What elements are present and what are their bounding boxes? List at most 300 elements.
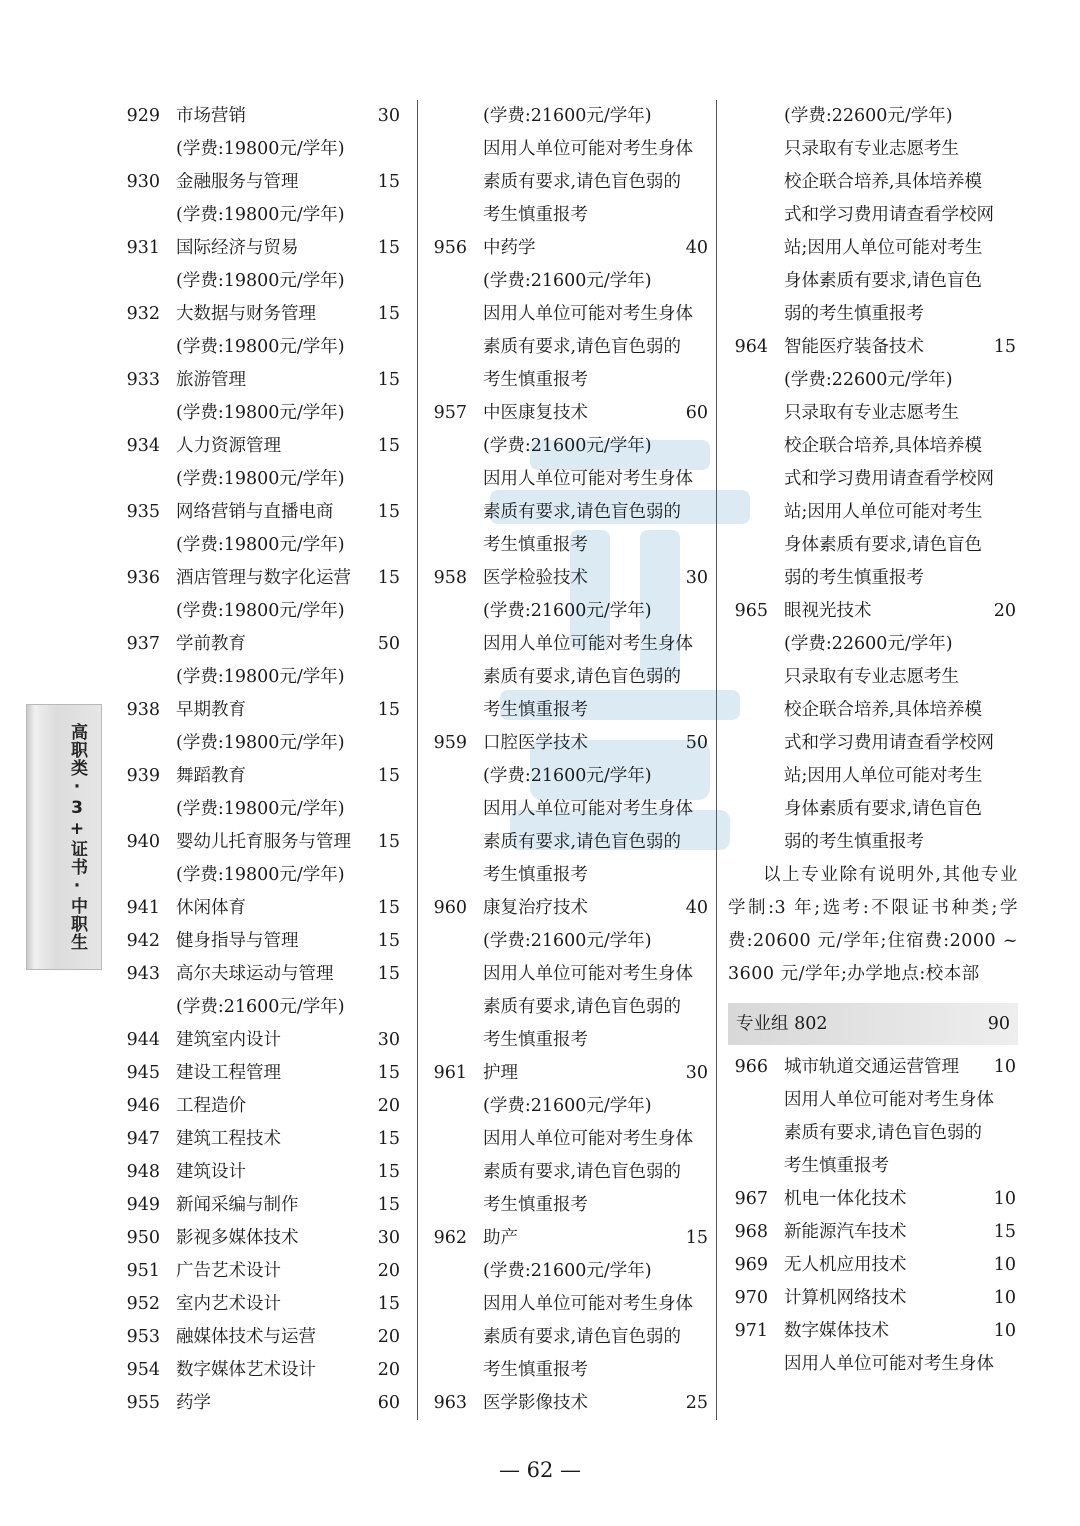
- major-name: 康复治疗技术: [483, 898, 588, 918]
- major-code: 944: [126, 1030, 160, 1050]
- major-note-text: 因用人单位可能对考生身体: [784, 1354, 994, 1374]
- major-plan-count: 15: [377, 502, 400, 522]
- major-plan-count: 15: [377, 436, 400, 456]
- major-note-text: 因用人单位可能对考生身体: [483, 304, 693, 324]
- major-plan-count: 15: [377, 931, 400, 951]
- major-name: 市场营销: [176, 106, 246, 126]
- major-plan-count: 10: [993, 1321, 1016, 1341]
- major-note-text: (学费:19800元/学年): [176, 865, 345, 885]
- major-note-text: 式和学习费用请查看学校网: [784, 205, 994, 225]
- major-name: 国际经济与贸易: [176, 238, 299, 258]
- major-note-text: 考生慎重报考: [784, 1156, 889, 1176]
- side-tab-label: 高职类·3+证书·中职生: [67, 723, 87, 951]
- major-name: 护理: [483, 1063, 518, 1083]
- column-1: [120, 100, 402, 1420]
- major-note-text: (学费:21600元/学年): [483, 931, 652, 951]
- major-code: 936: [126, 568, 160, 588]
- major-row: [728, 1183, 1018, 1216]
- major-plan-count: 15: [993, 337, 1016, 357]
- major-code: 968: [734, 1222, 768, 1242]
- major-note-text: 站;因用人单位可能对考生: [784, 766, 983, 786]
- major-row: [120, 298, 402, 331]
- major-code: 970: [734, 1288, 768, 1308]
- major-note-text: (学费:19800元/学年): [176, 733, 345, 753]
- major-note-text: 素质有要求,请色盲色弱的: [784, 1123, 983, 1143]
- major-name: 建筑工程技术: [176, 1129, 281, 1149]
- major-note-text: (学费:22600元/学年): [784, 634, 953, 654]
- major-row: [427, 562, 710, 595]
- major-note-text: 素质有要求,请色盲色弱的: [483, 502, 682, 522]
- major-note-line: [120, 133, 402, 166]
- major-note-text: 只录取有专业志愿考生: [784, 139, 959, 159]
- major-note-text: (学费:19800元/学年): [176, 271, 345, 291]
- major-plan-count: 15: [993, 1222, 1016, 1242]
- major-plan-count: 15: [377, 1195, 400, 1215]
- major-note-text: 因用人单位可能对考生身体: [483, 1294, 693, 1314]
- major-note-text: 素质有要求,请色盲色弱的: [483, 667, 682, 687]
- major-code: 929: [126, 106, 160, 126]
- major-note-line: [427, 826, 710, 859]
- major-plan-count: 50: [377, 634, 400, 654]
- major-note-text: 站;因用人单位可能对考生: [784, 502, 983, 522]
- major-plan-count: 15: [377, 832, 400, 852]
- major-note-line: [728, 628, 1018, 661]
- major-list: [728, 1051, 1018, 1381]
- major-plan-count: 30: [377, 1228, 400, 1248]
- major-note-text: 考生慎重报考: [483, 1030, 588, 1050]
- major-note-line: [728, 463, 1018, 496]
- major-row: [427, 1387, 710, 1420]
- major-note-text: (学费:19800元/学年): [176, 667, 345, 687]
- major-note-text: 考生慎重报考: [483, 1195, 588, 1215]
- column-3: [728, 100, 1018, 1381]
- major-row: [427, 232, 710, 265]
- major-note-line: [120, 397, 402, 430]
- major-name: 无人机应用技术: [784, 1255, 907, 1275]
- major-row: [728, 1282, 1018, 1315]
- major-row: [120, 1156, 402, 1189]
- major-note-line: [120, 661, 402, 694]
- major-row: [728, 331, 1018, 364]
- major-note-text: 站;因用人单位可能对考生: [784, 238, 983, 258]
- column-divider: [716, 100, 717, 1420]
- major-plan-count: 15: [377, 964, 400, 984]
- major-note-text: 素质有要求,请色盲色弱的: [483, 172, 682, 192]
- major-note-text: (学费:19800元/学年): [176, 535, 345, 555]
- major-row: [728, 1051, 1018, 1084]
- major-name: 工程造价: [176, 1096, 246, 1116]
- major-group-header: [728, 1003, 1018, 1045]
- major-note-text: (学费:21600元/学年): [483, 1096, 652, 1116]
- major-row: [120, 1123, 402, 1156]
- major-note-text: 弱的考生慎重报考: [784, 304, 924, 324]
- major-note-text: 式和学习费用请查看学校网: [784, 733, 994, 753]
- major-plan-count: 15: [377, 568, 400, 588]
- major-name: 城市轨道交通运营管理: [784, 1057, 959, 1077]
- major-note-text: 素质有要求,请色盲色弱的: [483, 997, 682, 1017]
- major-code: 940: [126, 832, 160, 852]
- major-name: 大数据与财务管理: [176, 304, 316, 324]
- major-row: [120, 100, 402, 133]
- major-note-line: [120, 529, 402, 562]
- major-code: 966: [734, 1057, 768, 1077]
- major-note-line: [120, 199, 402, 232]
- major-row: [120, 694, 402, 727]
- major-note-text: 因用人单位可能对考生身体: [483, 1129, 693, 1149]
- major-code: 937: [126, 634, 160, 654]
- major-note-text: 身体素质有要求,请色盲色: [784, 535, 983, 555]
- major-code: 959: [433, 733, 467, 753]
- major-row: [120, 496, 402, 529]
- major-note-text: (学费:21600元/学年): [483, 766, 652, 786]
- major-row: [728, 1315, 1018, 1348]
- major-note-line: [728, 760, 1018, 793]
- major-note-text: (学费:21600元/学年): [176, 997, 345, 1017]
- major-note-line: [427, 595, 710, 628]
- major-code: 954: [126, 1360, 160, 1380]
- major-name: 中药学: [483, 238, 536, 258]
- major-note-line: [728, 298, 1018, 331]
- major-plan-count: 15: [377, 1294, 400, 1314]
- major-list: [728, 100, 1018, 859]
- major-note-line: [728, 364, 1018, 397]
- major-name: 婴幼儿托育服务与管理: [176, 832, 351, 852]
- major-note-line: [427, 1024, 710, 1057]
- major-row: [120, 364, 402, 397]
- major-plan-count: 20: [993, 601, 1016, 621]
- major-code: 942: [126, 931, 160, 951]
- major-plan-count: 15: [377, 1162, 400, 1182]
- major-row: [120, 1387, 402, 1420]
- major-plan-count: 40: [685, 238, 708, 258]
- major-row: [120, 166, 402, 199]
- major-note-line: [728, 265, 1018, 298]
- major-name: 助产: [483, 1228, 518, 1248]
- major-name: 室内艺术设计: [176, 1294, 281, 1314]
- major-note-line: [427, 958, 710, 991]
- major-name: 建筑设计: [176, 1162, 246, 1182]
- major-code: 967: [734, 1189, 768, 1209]
- major-plan-count: 10: [993, 1189, 1016, 1209]
- major-name: 广告艺术设计: [176, 1261, 281, 1281]
- major-code: 952: [126, 1294, 160, 1314]
- major-plan-count: 15: [377, 1063, 400, 1083]
- major-note-text: 考生慎重报考: [483, 205, 588, 225]
- major-note-line: [427, 628, 710, 661]
- major-note-line: [728, 1084, 1018, 1117]
- major-note-line: [728, 793, 1018, 826]
- major-note-line: [427, 1288, 710, 1321]
- major-plan-count: 30: [377, 106, 400, 126]
- major-code: 945: [126, 1063, 160, 1083]
- major-note-text: 素质有要求,请色盲色弱的: [483, 1162, 682, 1182]
- major-row: [728, 595, 1018, 628]
- major-note-text: 因用人单位可能对考生身体: [483, 634, 693, 654]
- major-note-line: [427, 166, 710, 199]
- major-note-line: [728, 562, 1018, 595]
- major-note-text: 校企联合培养,具体培养模: [784, 172, 983, 192]
- major-code: 930: [126, 172, 160, 192]
- major-note-text: 考生慎重报考: [483, 700, 588, 720]
- major-code: 969: [734, 1255, 768, 1275]
- major-row: [120, 1288, 402, 1321]
- major-note-text: (学费:19800元/学年): [176, 601, 345, 621]
- major-plan-count: 10: [993, 1288, 1016, 1308]
- major-note-line: [120, 331, 402, 364]
- major-note-text: 考生慎重报考: [483, 865, 588, 885]
- major-note-text: 考生慎重报考: [483, 535, 588, 555]
- major-name: 旅游管理: [176, 370, 246, 390]
- major-code: 971: [734, 1321, 768, 1341]
- major-note-line: [427, 133, 710, 166]
- major-name: 健身指导与管理: [176, 931, 299, 951]
- major-plan-count: 50: [685, 733, 708, 753]
- major-note-line: [427, 661, 710, 694]
- major-note-text: (学费:21600元/学年): [483, 1261, 652, 1281]
- major-note-line: [728, 529, 1018, 562]
- major-code: 950: [126, 1228, 160, 1248]
- major-code: 935: [126, 502, 160, 522]
- major-note-text: 因用人单位可能对考生身体: [483, 964, 693, 984]
- major-plan-count: 30: [685, 1063, 708, 1083]
- major-name: 建设工程管理: [176, 1063, 281, 1083]
- major-plan-count: 20: [377, 1096, 400, 1116]
- major-code: 961: [433, 1063, 467, 1083]
- major-plan-count: 60: [377, 1393, 400, 1413]
- major-note-text: 考生慎重报考: [483, 370, 588, 390]
- major-name: 休闲体育: [176, 898, 246, 918]
- major-note-text: 弱的考生慎重报考: [784, 832, 924, 852]
- major-plan-count: 25: [685, 1393, 708, 1413]
- major-row: [427, 727, 710, 760]
- major-plan-count: 15: [377, 1129, 400, 1149]
- major-note-line: [427, 1255, 710, 1288]
- major-note-line: [728, 496, 1018, 529]
- major-note-text: 弱的考生慎重报考: [784, 568, 924, 588]
- major-note-text: (学费:21600元/学年): [483, 106, 652, 126]
- major-plan-count: 20: [377, 1360, 400, 1380]
- major-note-line: [728, 661, 1018, 694]
- major-note-line: [427, 529, 710, 562]
- major-name: 机电一体化技术: [784, 1189, 907, 1209]
- major-note-line: [728, 1150, 1018, 1183]
- major-plan-count: 15: [377, 172, 400, 192]
- major-note-text: 因用人单位可能对考生身体: [483, 469, 693, 489]
- major-name: 高尔夫球运动与管理: [176, 964, 334, 984]
- major-name: 计算机网络技术: [784, 1288, 907, 1308]
- major-note-text: 考生慎重报考: [483, 1360, 588, 1380]
- major-name: 新闻采编与制作: [176, 1195, 299, 1215]
- major-code: 949: [126, 1195, 160, 1215]
- side-tab: [26, 704, 102, 970]
- major-name: 口腔医学技术: [483, 733, 588, 753]
- major-name: 医学检验技术: [483, 568, 588, 588]
- major-code: 941: [126, 898, 160, 918]
- major-code: 947: [126, 1129, 160, 1149]
- major-row: [120, 1189, 402, 1222]
- major-note-text: (学费:19800元/学年): [176, 403, 345, 423]
- major-code: 957: [433, 403, 467, 423]
- major-note-line: [728, 1117, 1018, 1150]
- major-row: [427, 892, 710, 925]
- major-note-line: [120, 793, 402, 826]
- major-code: 931: [126, 238, 160, 258]
- major-row: [427, 1222, 710, 1255]
- major-note-line: [728, 694, 1018, 727]
- major-name: 数字媒体艺术设计: [176, 1360, 316, 1380]
- major-note-line: [427, 364, 710, 397]
- major-code: 964: [734, 337, 768, 357]
- major-note-line: [728, 727, 1018, 760]
- major-name: 人力资源管理: [176, 436, 281, 456]
- major-plan-count: 60: [685, 403, 708, 423]
- major-plan-count: 15: [685, 1228, 708, 1248]
- major-note-line: [728, 199, 1018, 232]
- major-note-text: 因用人单位可能对考生身体: [784, 1090, 994, 1110]
- major-code: 962: [433, 1228, 467, 1248]
- major-note-line: [427, 925, 710, 958]
- major-note-line: [427, 1189, 710, 1222]
- major-note-line: [427, 331, 710, 364]
- major-note-line: [728, 397, 1018, 430]
- major-code: 939: [126, 766, 160, 786]
- major-note-line: [120, 463, 402, 496]
- major-note-line: [120, 265, 402, 298]
- major-code: 953: [126, 1327, 160, 1347]
- major-note-text: (学费:21600元/学年): [483, 601, 652, 621]
- major-note-line: [427, 1123, 710, 1156]
- major-name: 融媒体技术与运营: [176, 1327, 316, 1347]
- major-code: 955: [126, 1393, 160, 1413]
- major-note-text: (学费:21600元/学年): [483, 271, 652, 291]
- major-row: [427, 397, 710, 430]
- major-note-text: (学费:19800元/学年): [176, 337, 345, 357]
- major-note-line: [427, 463, 710, 496]
- major-note-line: [427, 1156, 710, 1189]
- major-plan-count: 15: [377, 370, 400, 390]
- major-code: 960: [433, 898, 467, 918]
- major-row: [120, 562, 402, 595]
- major-code: 963: [433, 1393, 467, 1413]
- major-name: 舞蹈教育: [176, 766, 246, 786]
- major-note-text: (学费:19800元/学年): [176, 799, 345, 819]
- major-name: 网络营销与直播电商: [176, 502, 334, 522]
- major-note-line: [427, 1321, 710, 1354]
- major-note-text: (学费:22600元/学年): [784, 370, 953, 390]
- major-name: 建筑室内设计: [176, 1030, 281, 1050]
- major-name: 药学: [176, 1393, 211, 1413]
- major-note-text: 因用人单位可能对考生身体: [483, 139, 693, 159]
- major-name: 影视多媒体技术: [176, 1228, 299, 1248]
- major-note-line: [427, 430, 710, 463]
- major-row: [120, 1057, 402, 1090]
- note-paragraph: 以上专业除有说明外,其他专业学制:3 年;选考:不限证书种类;学费:20600 元/学年;住宿费:2000 ~ 3600 元/学年;办学地点:校本部: [728, 865, 1018, 984]
- major-plan-count: 10: [993, 1057, 1016, 1077]
- major-code: 932: [126, 304, 160, 324]
- major-note-text: (学费:21600元/学年): [483, 436, 652, 456]
- major-code: 965: [734, 601, 768, 621]
- major-row: [120, 232, 402, 265]
- major-note-text: 身体素质有要求,请色盲色: [784, 271, 983, 291]
- major-note-text: 素质有要求,请色盲色弱的: [483, 337, 682, 357]
- major-note-line: [728, 430, 1018, 463]
- major-plan-count: 15: [377, 766, 400, 786]
- major-note-line: [427, 793, 710, 826]
- major-name: 医学影像技术: [483, 1393, 588, 1413]
- major-note-line: [120, 991, 402, 1024]
- major-name: 智能医疗装备技术: [784, 337, 924, 357]
- major-row: [120, 628, 402, 661]
- major-plan-count: 15: [377, 898, 400, 918]
- major-note-line: [728, 232, 1018, 265]
- major-code: 958: [433, 568, 467, 588]
- major-note-line: [427, 298, 710, 331]
- major-code: 948: [126, 1162, 160, 1182]
- major-note-line: [427, 496, 710, 529]
- major-row: [120, 826, 402, 859]
- major-name: 学前教育: [176, 634, 246, 654]
- major-note-line: [728, 100, 1018, 133]
- major-note-line: [427, 265, 710, 298]
- major-code: 938: [126, 700, 160, 720]
- group-label: 专业组 802: [736, 1014, 828, 1034]
- major-row: [427, 1057, 710, 1090]
- major-note-text: (学费:19800元/学年): [176, 205, 345, 225]
- major-code: 943: [126, 964, 160, 984]
- major-row: [120, 760, 402, 793]
- major-note-line: [427, 859, 710, 892]
- major-plan-count: 15: [377, 304, 400, 324]
- major-row: [120, 1255, 402, 1288]
- major-note-text: (学费:19800元/学年): [176, 139, 345, 159]
- major-row: [120, 430, 402, 463]
- major-name: 金融服务与管理: [176, 172, 299, 192]
- major-note-text: 素质有要求,请色盲色弱的: [483, 832, 682, 852]
- major-note-text: 式和学习费用请查看学校网: [784, 469, 994, 489]
- major-note-text: 只录取有专业志愿考生: [784, 667, 959, 687]
- major-note-text: (学费:22600元/学年): [784, 106, 953, 126]
- major-row: [120, 958, 402, 991]
- major-plan-count: 15: [377, 238, 400, 258]
- major-plan-count: 10: [993, 1255, 1016, 1275]
- major-note-text: 素质有要求,请色盲色弱的: [483, 1327, 682, 1347]
- major-note-line: [728, 133, 1018, 166]
- major-plan-count: 20: [377, 1261, 400, 1281]
- major-row: [120, 892, 402, 925]
- group-total: 90: [987, 1014, 1010, 1034]
- major-row: [120, 1222, 402, 1255]
- major-row: [728, 1249, 1018, 1282]
- page-number: — 62 —: [498, 1458, 582, 1482]
- major-row: [120, 1024, 402, 1057]
- major-plan-count: 30: [377, 1030, 400, 1050]
- major-note-line: [120, 595, 402, 628]
- major-note-text: 校企联合培养,具体培养模: [784, 700, 983, 720]
- major-note-text: 只录取有专业志愿考生: [784, 403, 959, 423]
- major-row: [120, 1354, 402, 1387]
- major-row: [120, 925, 402, 958]
- major-code: 933: [126, 370, 160, 390]
- major-code: 956: [433, 238, 467, 258]
- major-note-line: [728, 166, 1018, 199]
- major-note-line: [120, 859, 402, 892]
- major-plan-count: 20: [377, 1327, 400, 1347]
- major-plan-count: 15: [377, 700, 400, 720]
- major-note-line: [427, 199, 710, 232]
- major-plan-count: 30: [685, 568, 708, 588]
- major-code: 946: [126, 1096, 160, 1116]
- major-code: 934: [126, 436, 160, 456]
